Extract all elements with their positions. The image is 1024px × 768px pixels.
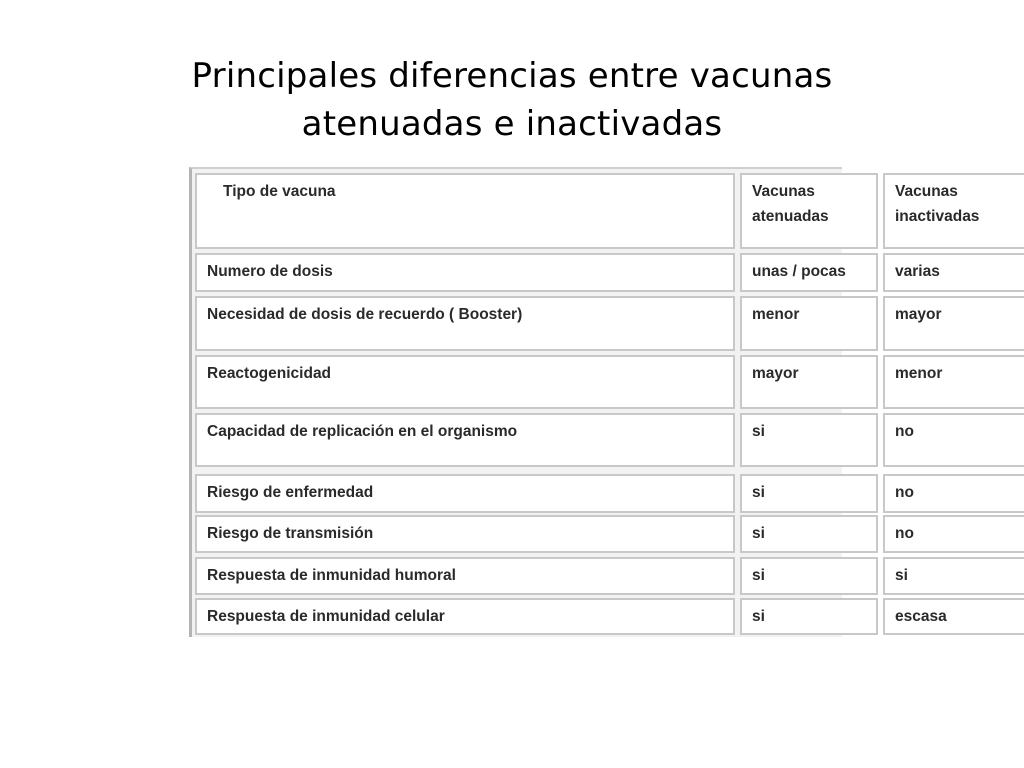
row-value-inactivated: mayor: [883, 296, 1024, 351]
title-line-1: Principales diferencias entre vacunas: [191, 56, 833, 96]
row-value-attenuated: si: [740, 598, 878, 635]
row-label: Numero de dosis: [195, 253, 735, 292]
row-value-inactivated: si: [883, 557, 1024, 595]
header-cell-inactivated: Vacunas inactivadas: [883, 173, 1024, 249]
row-label: Reactogenicidad: [195, 355, 735, 409]
row-value-attenuated: si: [740, 474, 878, 513]
row-value-attenuated: si: [740, 515, 878, 553]
row-value-inactivated: varias: [883, 253, 1024, 292]
comparison-table: [189, 167, 980, 637]
header-cell-type: Tipo de vacuna: [195, 173, 735, 249]
row-value-inactivated: escasa: [883, 598, 1024, 635]
header-cell-attenuated: Vacunas atenuadas: [740, 173, 878, 249]
row-value-attenuated: si: [740, 413, 878, 467]
row-value-inactivated: no: [883, 413, 1024, 467]
title-line-2: atenuadas e inactivadas: [301, 104, 723, 144]
row-value-attenuated: menor: [740, 296, 878, 351]
page-title: [0, 52, 1024, 148]
row-label: Capacidad de replicación en el organismo: [195, 413, 735, 467]
row-value-inactivated: menor: [883, 355, 1024, 409]
row-value-inactivated: no: [883, 474, 1024, 513]
row-value-inactivated: no: [883, 515, 1024, 553]
row-label: Respuesta de inmunidad humoral: [195, 557, 735, 595]
row-value-attenuated: unas / pocas: [740, 253, 878, 292]
row-label: Riesgo de enfermedad: [195, 474, 735, 513]
row-value-attenuated: si: [740, 557, 878, 595]
row-label: Necesidad de dosis de recuerdo ( Booster): [195, 296, 735, 351]
row-label: Respuesta de inmunidad celular: [195, 598, 735, 635]
row-label: Riesgo de transmisión: [195, 515, 735, 553]
row-value-attenuated: mayor: [740, 355, 878, 409]
